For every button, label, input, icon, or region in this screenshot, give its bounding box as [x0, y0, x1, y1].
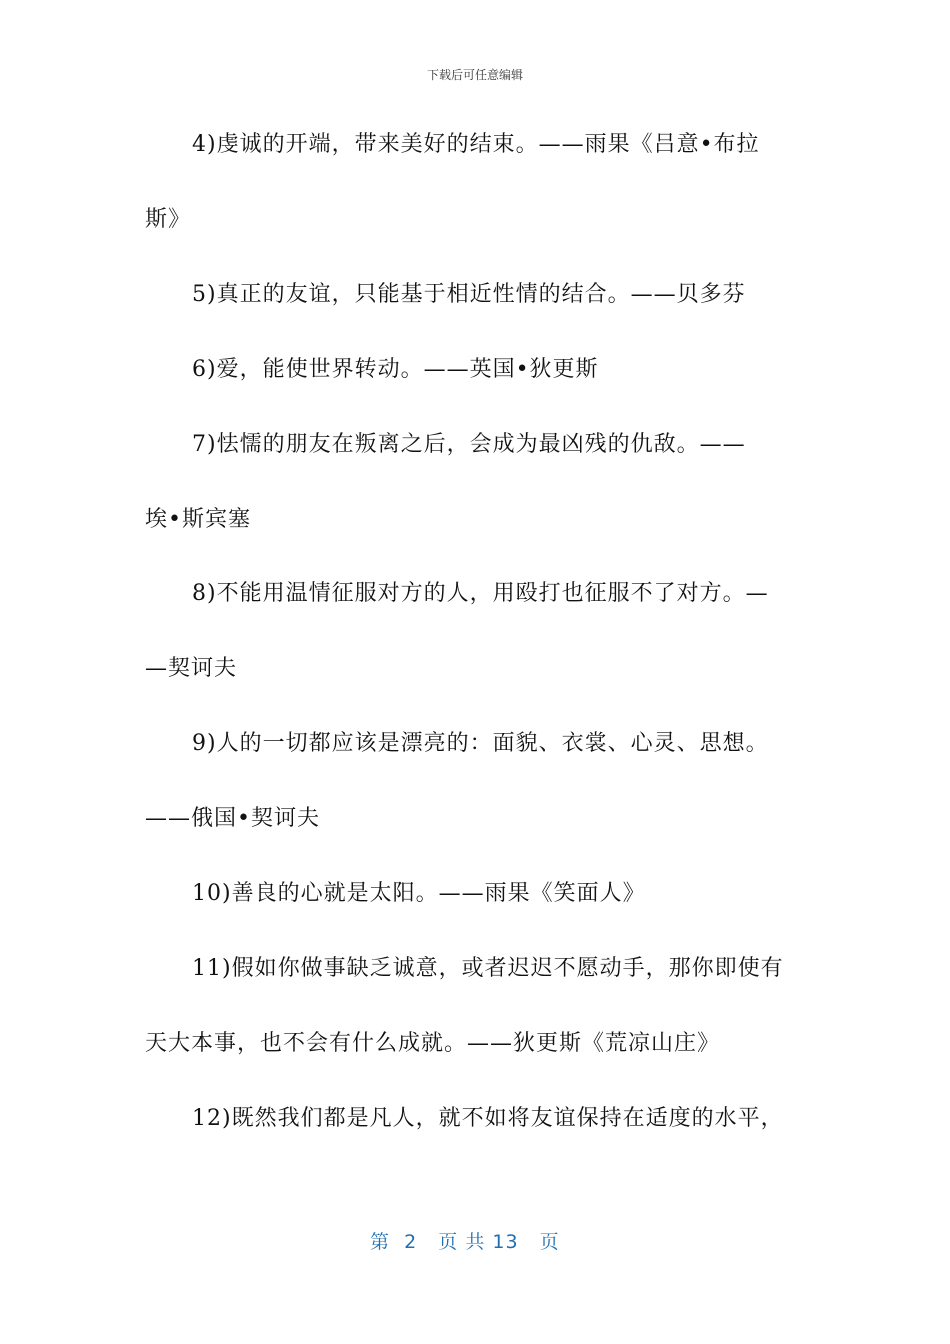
quote-line-9-cont: ——俄国•契诃夫 — [145, 806, 320, 831]
quote-line-8: 8)不能用温情征服对方的人，用殴打也征服不了对方。— — [192, 581, 769, 606]
quote-line-7-cont: 埃•斯宾塞 — [145, 507, 251, 532]
quote-line-4: 4)虔诚的开端，带来美好的结束。——雨果《吕意•布拉 — [192, 132, 760, 157]
quote-line-4-cont: 斯》 — [145, 207, 192, 232]
quote-line-8-cont: —契诃夫 — [145, 656, 238, 681]
quote-line-7: 7)怯懦的朋友在叛离之后，会成为最凶残的仇敌。—— — [192, 432, 746, 457]
page-header: 下载后可任意编辑 — [426, 68, 523, 82]
quote-line-11: 11)假如你做事缺乏诚意，或者迟迟不愿动手，那你即使有 — [192, 956, 784, 981]
page-footer: 第 2 页 共 13 页 — [370, 1231, 560, 1253]
quote-line-10: 10)善良的心就是太阳。——雨果《笑面人》 — [192, 881, 646, 906]
quote-line-5: 5)真正的友谊，只能基于相近性情的结合。——贝多芬 — [192, 282, 746, 307]
quote-line-6: 6)爱，能使世界转动。——英国•狄更斯 — [192, 357, 599, 382]
quote-line-12: 12)既然我们都是凡人，就不如将友谊保持在适度的水平， — [192, 1106, 784, 1131]
quote-line-9: 9)人的一切都应该是漂亮的：面貌、衣裳、心灵、思想。 — [192, 731, 769, 756]
quote-line-11-cont: 天大本事，也不会有什么成就。——狄更斯《荒凉山庄》 — [145, 1031, 721, 1056]
